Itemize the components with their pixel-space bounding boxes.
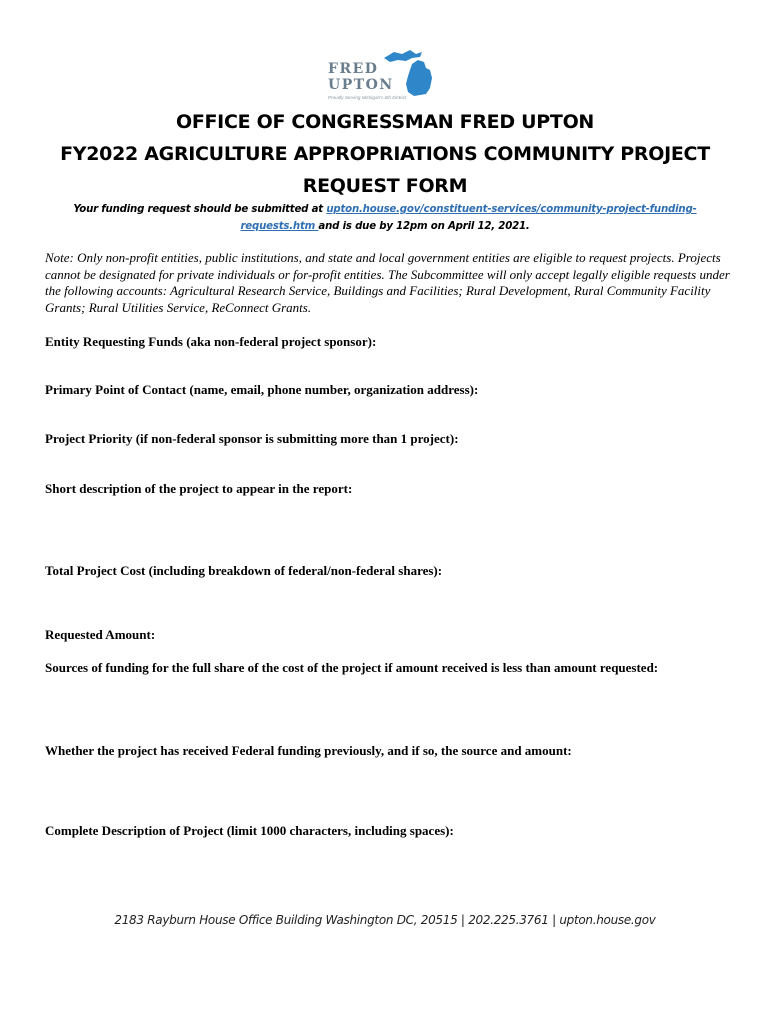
page-title (40, 106, 730, 202)
field-total-project-cost: Total Project Cost (including breakdown of federal/non-federal shares): (45, 563, 443, 578)
title-line-1: OFFICE OF CONGRESSMAN FRED UPTON (175, 111, 595, 133)
field-primary-point-of-contact: Primary Point of Contact (name, email, phone number, organization address): (45, 382, 479, 397)
title-line-3: REQUEST FORM (302, 175, 468, 197)
field-entity-requesting-funds: Entity Requesting Funds (aka non-federal project sponsor): (45, 334, 377, 349)
submission-link[interactable]: upton.house.gov/constituent-services/community-project-funding- requests.htm (240, 204, 697, 232)
field-requested-amount: Requested Amount: (45, 627, 156, 642)
field-complete-description: Complete Description of Project (limit 1000 characters, including spaces): (45, 823, 454, 838)
title-line-2: FY2022 AGRICULTURE APPROPRIATIONS COMMUNITY PROJECT (60, 143, 710, 165)
logo-line-upton: UPTON (328, 77, 394, 93)
footer-contact: 2183 Rayburn House Office Building Washington DC, 20515 | 202.225.3761 | upton.house.gov (114, 913, 656, 927)
eligibility-note: Note: Only non-profit entities, public institutions, and state and local government entities are eligible to request projects. Projects cannot be designated for private individuals or for-profit entities. The Subcommittee will only accept legally eligible requests under the following accounts: Agricultural Research Service, Buildings and Facilities; Rural Development, Rural Community Facility Grants; Rural Utilities Service, ReConnect Grants. (45, 250, 730, 315)
logo-line-fred: FRED (328, 61, 379, 77)
field-sources-of-funding: Sources of funding for the full share of the cost of the project if amount received is less than amount requested: (45, 660, 659, 675)
submission-suffix: and is due by 12pm on April 12, 2021. (318, 221, 530, 232)
fred-upton-logo (322, 48, 444, 106)
field-project-priority: Project Priority (if non-federal sponsor is submitting more than 1 project): (45, 431, 459, 446)
submission-prefix: Your funding request should be submitted at (73, 204, 327, 215)
submission-instructions (40, 201, 730, 235)
field-previous-federal-funding: Whether the project has received Federal funding previously, and if so, the source and amount: (45, 743, 572, 758)
logo-tagline: Proudly Serving Michigan's 6th District (328, 95, 407, 100)
field-short-description: Short description of the project to appear in the report: (45, 481, 353, 496)
